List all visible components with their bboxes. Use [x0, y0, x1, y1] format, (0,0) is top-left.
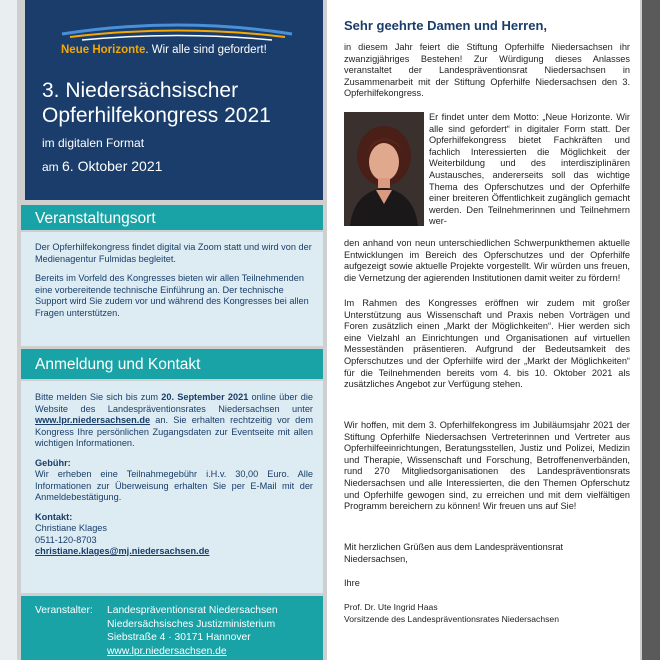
- registration-text-c: an. Sie erhalten rechtzeitig vor dem Kongress Ihre persönlichen Zugangsdaten zur Eventseite mit allen wichtigen Informationen.: [35, 415, 313, 448]
- registration-heading-band: [21, 349, 323, 379]
- letter-paragraph-2-wrap: Er findet unter dem Motto: „Neue Horizonte. Wir alle sind gefordert“ in digitaler Form statt. Der Opferhilfekongress bietet Fachkräften und fachlich Interessierten die Möglichkeit der Weiterbildung und des interdisziplinären Austausches, andererseits soll das wichtige Thema des Opferschutzes und der Opferhilfe einer breiteren Öffentlichkeit zugänglich gemacht werden. Den Teilnehmerinnen und Teilnehmern wer-: [429, 112, 630, 227]
- letter-greeting: Sehr geehrte Damen und Herren,: [344, 18, 547, 33]
- organizer-details: [107, 604, 319, 658]
- contact-block: [35, 512, 313, 558]
- venue-heading-band: [21, 205, 323, 230]
- organizer-label: Veranstalter:: [35, 605, 93, 616]
- venue-paragraph-2: Bereits im Vorfeld des Kongresses bieten wir allen Teilnehmenden eine vorbereitende technische Einführung an. Der technische Support wird Sie zudem vor und während des Kongresses bei allen Fragen unterstützen.: [35, 273, 309, 318]
- letter-paragraph-4: Wir hoffen, mit dem 3. Opferhilfekongress im Jubiläumsjahr 2021 der Stiftung Opferhilfe Niedersachsen Vertreterinnen und Vertreter aus Opferhilfeeinrichtungen, Beratungsstellen, Justiz und Polizei, Medizin und Therapie, Wissenschaft und Forschung, Betroffenenverbänden, rund 270 Mitgliedsorganisationen des Landespräventionsrats Niedersachsen und alle Interessierten, die den Themen Opferschutz und Opferhilfe gewogen sind, zu erreichen und mit dem vielfältigen Programm bereichern zu können! Wir freuen uns auf Sie!: [344, 420, 630, 512]
- letter-paragraph-3: Im Rahmen des Kongresses eröffnen wir zudem mit großer Unterstützung aus Wissenschaft und Praxis neben Vorträgen und Foren zusätzlich einen „Markt der Möglichkeiten“. Hier werden sich eine Vielzahl an Einrichtungen und Organisationen auf virtuellen Messeständen präsentieren. Aufgrund der Bedeutsamkeit des Opferschutzes und der Opferhilfe wird der „Markt der Möglichkeiten“ für die Teilnehmenden bereits vom 4. bis 10. Oktober 2021 als zusätzliches Angebot zur Verfügung stehen.: [344, 298, 630, 390]
- right-margin: [642, 0, 660, 660]
- organizer-website-link[interactable]: www.lpr.niedersachsen.de: [107, 645, 227, 657]
- fee-block: [35, 458, 313, 504]
- letter-closing: Mit herzlichen Grüßen aus dem Landespräventionsrat Niedersachsen,: [344, 542, 564, 564]
- letter-paragraph-1: in diesem Jahr feiert die Stiftung Opferhilfe Niedersachsen ihr zwanzigjähriges Bestehen! Zur Würdigung dieses Anlasses veranstaltet der Landespräventionsrat Niedersachsen in Zusammenarbeit mit der Stiftung Opferhilfe Niedersachsen den 3. Opferhilfekongress.: [344, 42, 630, 99]
- venue-heading: Veranstaltungsort: [35, 210, 156, 227]
- registration-website-link[interactable]: www.lpr.niedersachsen.de: [35, 415, 151, 425]
- fee-label: Gebühr:: [35, 457, 71, 468]
- title-line-2: Opferhilfekongress 2021: [42, 104, 271, 127]
- portrait-photo: [344, 112, 424, 226]
- organizer-line-2: Niedersächsisches Justizministerium: [107, 618, 276, 630]
- event-date: [42, 158, 162, 174]
- organizer-footer: [21, 596, 323, 660]
- logo-slogan: . Wir alle sind gefordert!: [145, 44, 267, 56]
- date-prefix: am: [42, 160, 59, 174]
- letter-paragraph-2-continued: den anhand von neun unterschiedlichen Schwerpunkthemen aktuelle Entwicklungen im Bereich des Opferschutzes und der Opferhilfe aufgezeigt sowie aktuelle Projekte vorgestellt. Wir würden uns freuen, die Vernetzung der agierenden Institutionen damit weiter zu fördern!: [344, 238, 630, 283]
- venue-panel: [21, 232, 323, 346]
- signature-title: Vorsitzende des Landespräventionsrates Niedersachsen: [344, 614, 559, 624]
- contact-email-link[interactable]: christiane.klages@mj.niedersachsen.de: [35, 546, 210, 556]
- date-value: 6. Oktober 2021: [62, 158, 163, 174]
- contact-phone: 0511-120-8703: [35, 534, 97, 545]
- format-subtitle: im digitalen Format: [42, 136, 145, 150]
- signature-name: Prof. Dr. Ute Ingrid Haas: [344, 602, 438, 612]
- venue-paragraph-1: Der Opferhilfekongress findet digital via Zoom statt und wird von der Medienagentur Fulmidas begleitet.: [35, 242, 312, 264]
- letter-column: [327, 0, 640, 660]
- logo-word-horizonte: Horizonte: [92, 44, 146, 56]
- venue-text: [35, 242, 313, 327]
- registration-heading: Anmeldung und Kontakt: [35, 356, 201, 373]
- left-margin: [0, 0, 17, 660]
- letter-closing-ihre: Ihre: [344, 578, 360, 588]
- organizer-line-1: Landespräventionsrat Niedersachsen: [107, 605, 278, 616]
- registration-deadline: 20. September 2021: [161, 392, 249, 402]
- horizon-logo-icon: [60, 22, 295, 42]
- organizer-line-3: Siebstraße 4 · 30171 Hannover: [107, 632, 251, 643]
- logo-tagline: [61, 44, 267, 56]
- registration-text: [35, 392, 313, 566]
- registration-paragraph: [35, 392, 313, 450]
- registration-panel: [21, 381, 323, 593]
- logo-word-neue: Neue: [61, 44, 90, 56]
- contact-name: Christiane Klages: [35, 523, 108, 533]
- registration-text-b: online über die Website des Landespräventionsrates Niedersachsen unter: [35, 392, 313, 414]
- registration-text-a: Bitte melden Sie sich bis zum: [35, 392, 159, 402]
- fee-text: Wir erheben eine Teilnahmegebühr i.H.v. 30,00 Euro. Alle Informationen zur Überweisung erhalten Sie per E-Mail mit der Anmeldebestätigung.: [35, 469, 313, 502]
- left-column: [21, 0, 323, 660]
- page-title: [42, 78, 271, 128]
- portrait-image: [344, 112, 424, 226]
- title-line-1: 3. Niedersächsischer: [42, 79, 239, 102]
- header-block: [25, 0, 323, 200]
- contact-label: Kontakt:: [35, 511, 73, 522]
